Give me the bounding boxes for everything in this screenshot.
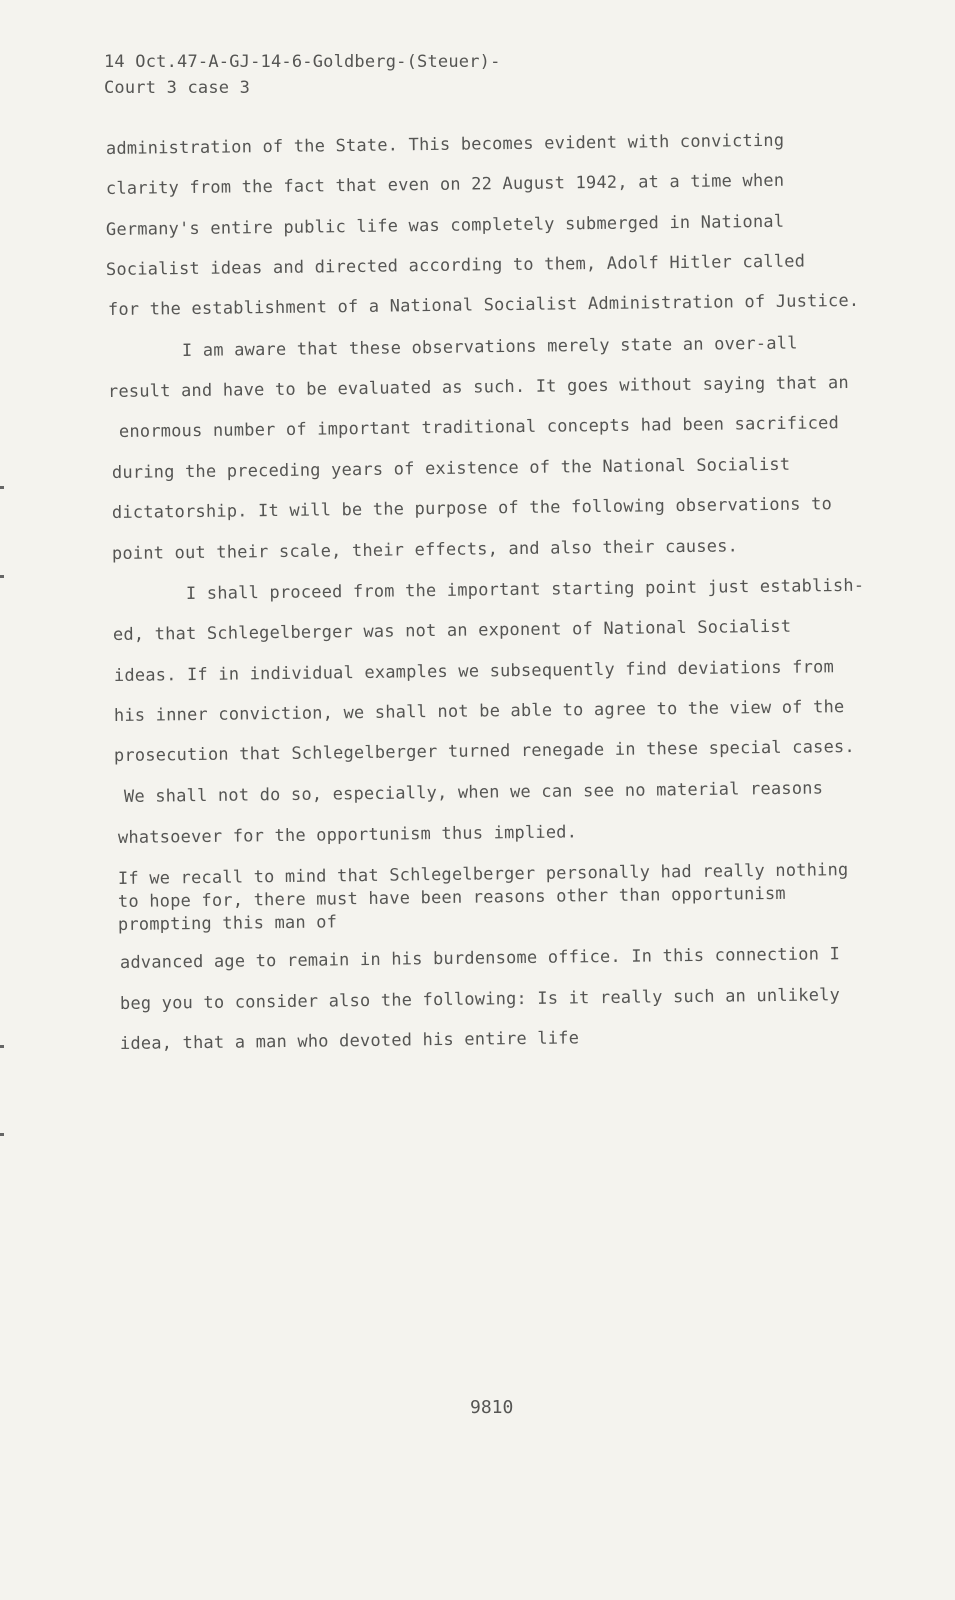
page-number: 9810: [470, 1397, 514, 1418]
body-line: I shall proceed from the important starting point just establish-: [185, 575, 865, 604]
body-line: prosecution that Schlegelberger turned renegade in these special cases.: [113, 736, 855, 766]
margin-mark: [0, 1133, 4, 1136]
body-line: We shall not do so, especially, when we can see no material reasons: [123, 778, 824, 807]
body-line: Socialist ideas and directed according to them, Adolf Hitler called: [105, 251, 806, 280]
body-line: ed, that Schlegelberger was not an exponent of National Socialist: [112, 616, 792, 645]
body-line: for the establishment of a National Socialist Administration of Justice.: [107, 290, 860, 320]
body-line: idea, that a man who devoted his entire life: [119, 1028, 580, 1054]
margin-mark: [0, 1045, 4, 1048]
body-line: Germany's entire public life was completely submerged in National: [105, 211, 785, 240]
body-line: point out their scale, their effects, and also their causes.: [111, 536, 739, 564]
body-line: his inner conviction, we shall not be able to agree to the view of the: [113, 697, 845, 726]
body-line: whatsoever for the opportunism thus implied.: [117, 822, 578, 848]
body-line: during the preceding years of existence of the National Socialist: [111, 454, 791, 483]
body-line: dictatorship. It will be the purpose of the following observations to: [111, 494, 833, 523]
body-line: to hope for, there must have been reasons other than opportunism: [117, 883, 786, 912]
document-reference-line: 14 Oct.47-A-GJ-14-6-Goldberg-(Steuer)-: [104, 52, 501, 72]
body-line: administration of the State. This becomes evident with convicting: [105, 130, 785, 159]
body-line: ideas. If in individual examples we subsequently find deviations from: [113, 657, 835, 686]
body-line: beg you to consider also the following: Is it really such an unlikely: [119, 985, 841, 1014]
body-line: enormous number of important traditional concepts had been sacrificed: [118, 413, 840, 442]
body-line: advanced age to remain in his burdensome office. In this connection I: [119, 944, 841, 973]
body-line: result and have to be evaluated as such. It goes without saying that an: [107, 372, 849, 402]
court-case-line: Court 3 case 3: [104, 78, 251, 98]
body-line: clarity from the fact that even on 22 August 1942, at a time when: [105, 170, 785, 199]
body-line: If we recall to mind that Schlegelberger personally had really nothing: [117, 860, 849, 889]
margin-mark: [0, 575, 4, 578]
margin-mark: [0, 486, 4, 489]
body-line: I am aware that these observations merely state an over-all: [181, 333, 798, 361]
body-line: prompting this man of: [117, 912, 338, 935]
